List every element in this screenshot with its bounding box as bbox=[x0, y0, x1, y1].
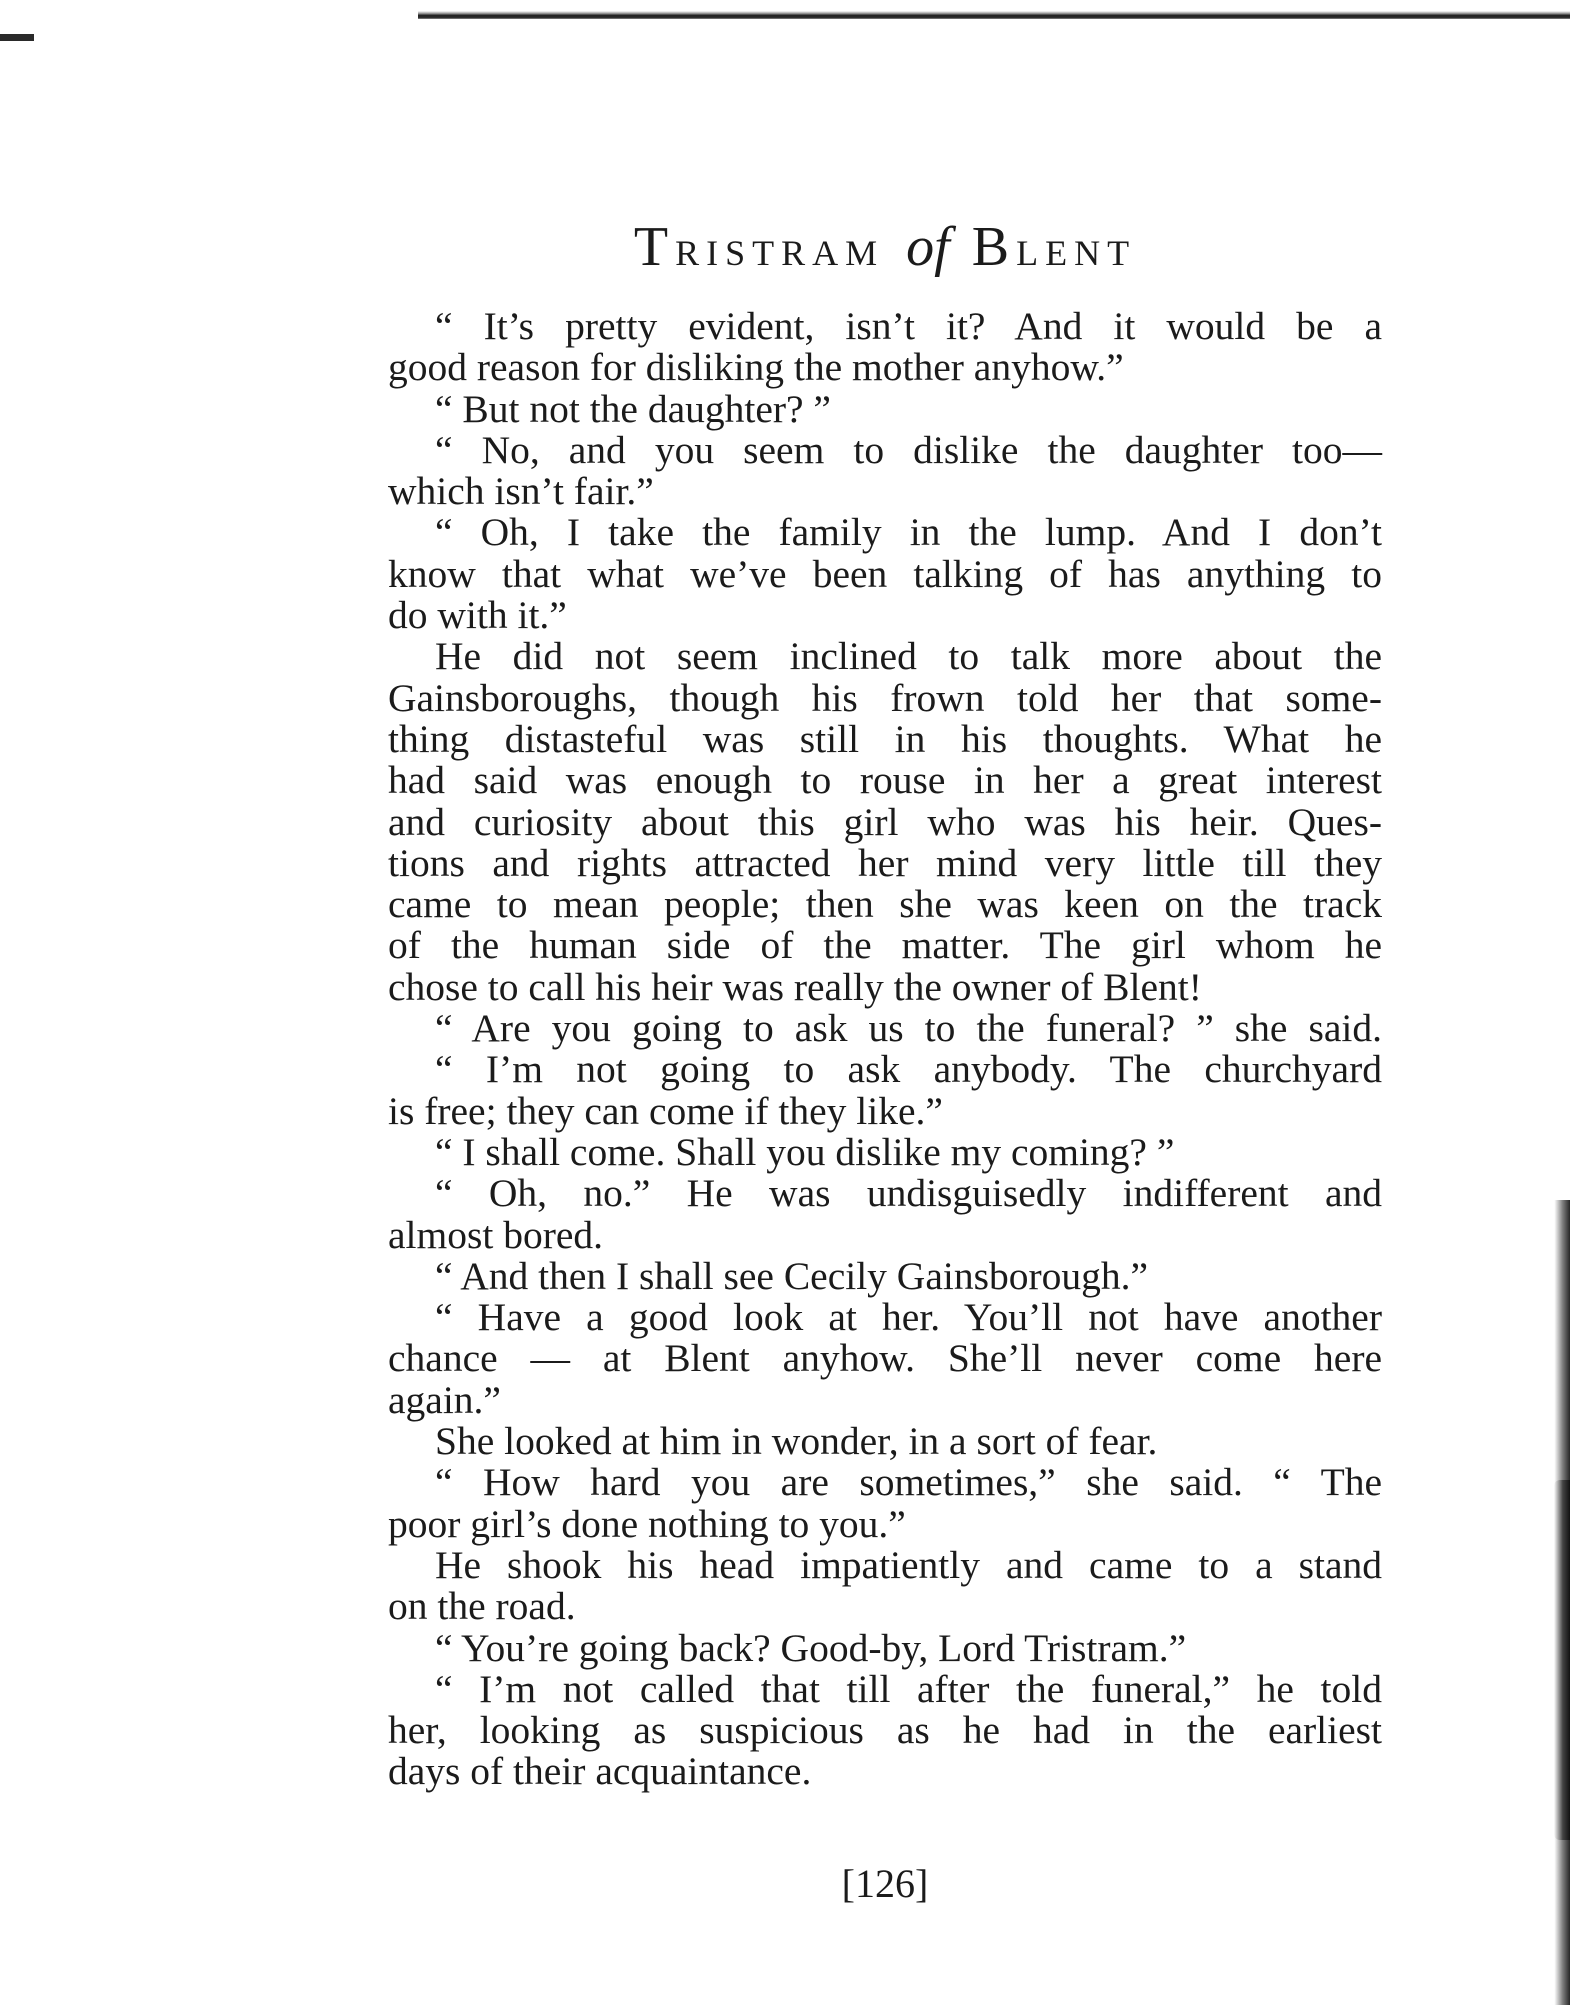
text-line: “ Oh, no.” He was undisguisedly indifferent and bbox=[435, 1171, 1382, 1216]
scan-corner-mark bbox=[0, 34, 34, 41]
text-line: her, looking as suspicious as he had in the earliest bbox=[388, 1708, 1382, 1753]
scan-right-edge-binding bbox=[1554, 1480, 1570, 1840]
text-line: “ Have a good look at her. You’ll not have another bbox=[435, 1295, 1382, 1340]
header-small-caps-lent: LENT bbox=[1016, 233, 1137, 273]
text-line: “ I shall come. Shall you dislike my coming? ” bbox=[435, 1129, 1175, 1174]
text-line: thing distasteful was still in his thoughts. What he bbox=[388, 716, 1382, 761]
text-line: poor girl’s done nothing to you.” bbox=[388, 1501, 906, 1546]
text-line: came to mean people; then she was keen on the track bbox=[388, 882, 1382, 927]
text-line: “ I’m not going to ask anybody. The churchyard bbox=[435, 1047, 1382, 1092]
header-initial-b: B bbox=[971, 216, 1017, 278]
text-line: had said was enough to rouse in her a great interest bbox=[388, 758, 1382, 803]
text-line: “ And then I shall see Cecily Gainsborough.” bbox=[435, 1253, 1149, 1298]
text-line: tions and rights attracted her mind very little till they bbox=[388, 840, 1382, 885]
header-initial-t: T bbox=[633, 216, 676, 278]
text-line: “ How hard you are sometimes,” she said. “ The bbox=[435, 1460, 1382, 1505]
text-line: know that what we’ve been talking of has anything to bbox=[388, 551, 1382, 596]
text-line: “ You’re going back? Good-by, Lord Tristram.” bbox=[435, 1625, 1187, 1670]
body-text bbox=[388, 306, 1382, 1793]
text-line: He did not seem inclined to talk more about the bbox=[435, 634, 1382, 679]
text-line: again.” bbox=[388, 1377, 501, 1422]
scan-top-rule-edge bbox=[418, 18, 1570, 19]
text-line: of the human side of the matter. The girl whom he bbox=[388, 923, 1382, 968]
text-line: Gainsboroughs, though his frown told her that some- bbox=[388, 675, 1382, 720]
text-line: “ But not the daughter? ” bbox=[435, 386, 831, 431]
text-line: good reason for disliking the mother anyhow.” bbox=[388, 345, 1124, 390]
header-small-caps-ristram: RISTRAM bbox=[675, 233, 885, 273]
text-line: “ It’s pretty evident, isn’t it? And it would be a bbox=[435, 304, 1382, 348]
text-line: almost bored. bbox=[388, 1212, 604, 1257]
page-number: [126] bbox=[841, 1861, 929, 1906]
text-line: “ I’m not called that till after the funeral,” he told bbox=[435, 1666, 1382, 1711]
text-line: and curiosity about this girl who was his heir. Ques- bbox=[388, 799, 1382, 844]
text-line: “ Are you going to ask us to the funeral? ” she said. bbox=[435, 1006, 1382, 1051]
header-italic-of: of bbox=[906, 216, 950, 278]
text-line: which isn’t fair.” bbox=[388, 469, 654, 514]
text-line: “ No, and you seem to dislike the daughter too— bbox=[435, 427, 1382, 472]
text-line: is free; they can come if they like.” bbox=[388, 1088, 943, 1133]
text-line: chose to call his heir was really the owner of Blent! bbox=[388, 964, 1202, 1009]
running-header bbox=[388, 212, 1382, 282]
text-line: She looked at him in wonder, in a sort of fear. bbox=[435, 1419, 1158, 1464]
text-line: He shook his head impatiently and came to a stand bbox=[435, 1542, 1382, 1587]
text-line: on the road. bbox=[388, 1584, 576, 1629]
text-line: “ Oh, I take the family in the lump. And I don’t bbox=[435, 510, 1382, 555]
text-line: chance — at Blent anyhow. She’ll never come here bbox=[388, 1336, 1382, 1381]
text-line: days of their acquaintance. bbox=[388, 1749, 812, 1794]
text-line: do with it.” bbox=[388, 593, 567, 638]
